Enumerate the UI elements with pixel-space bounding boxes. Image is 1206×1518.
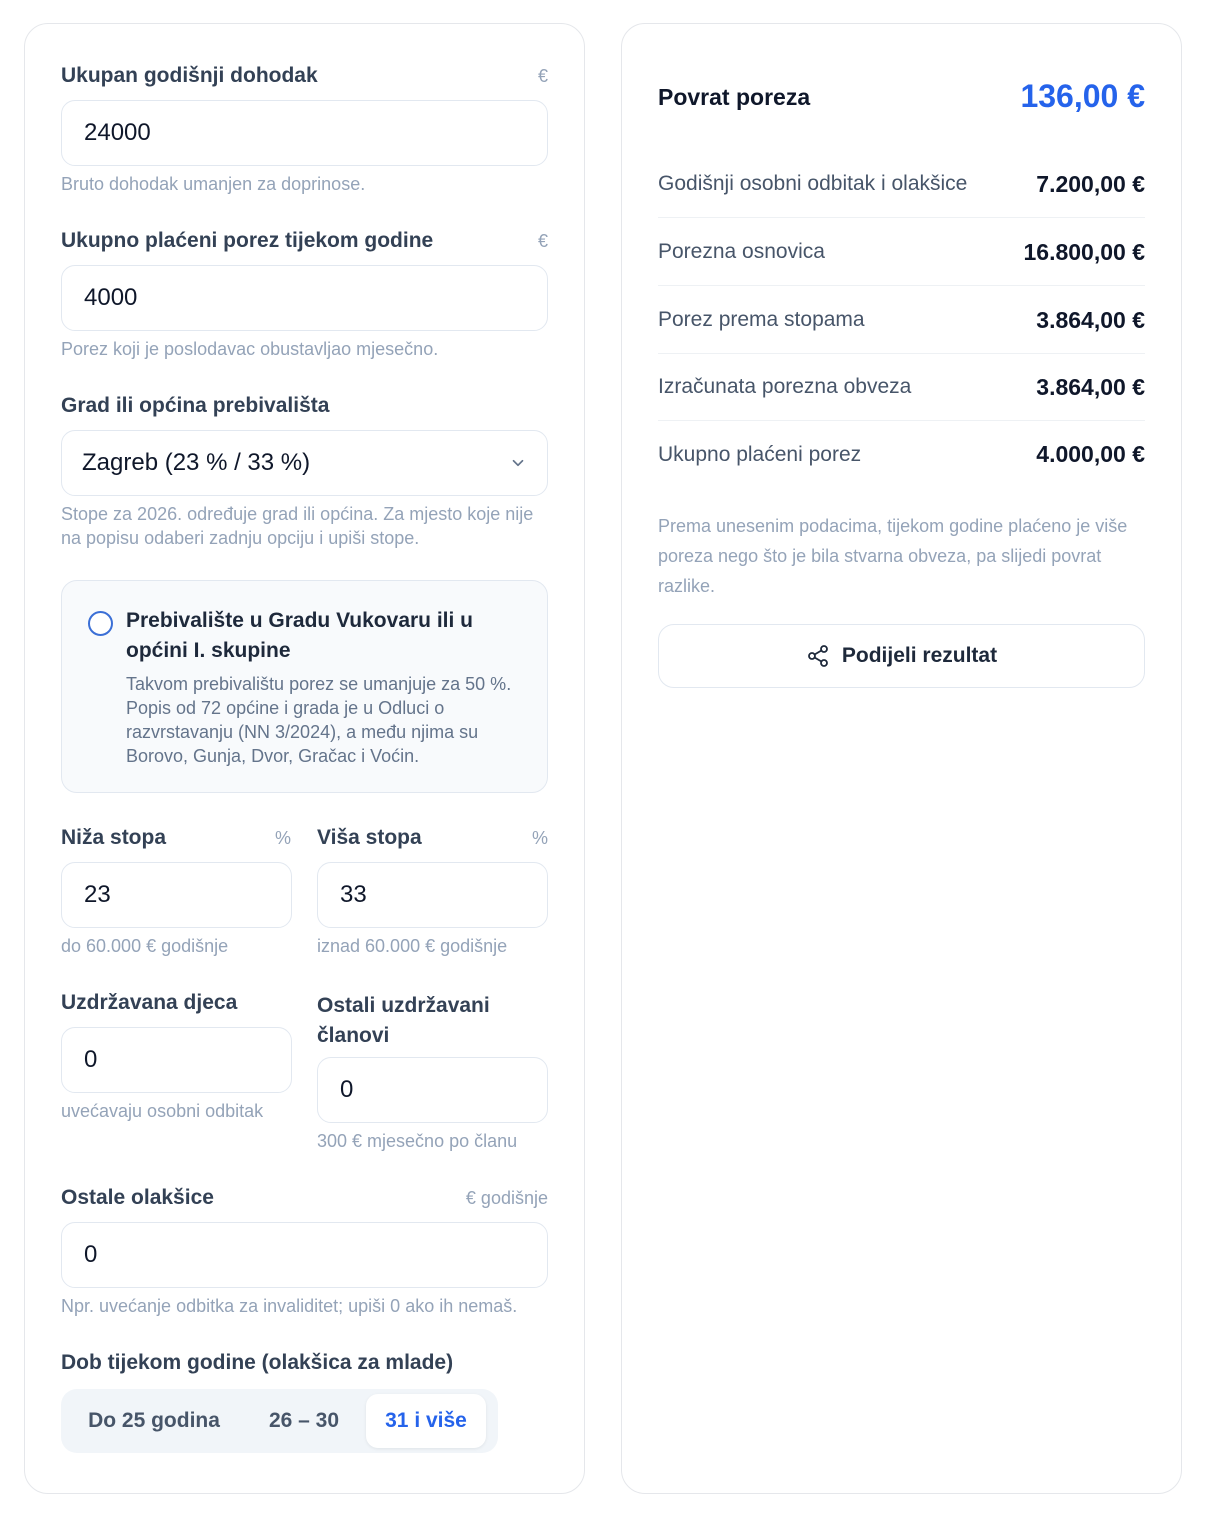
- children-hint: uvećavaju osobni odbitak: [61, 1101, 264, 1121]
- share-result-button[interactable]: [658, 624, 1145, 688]
- paid-tax-unit: €: [537, 231, 548, 251]
- share-icon: [806, 644, 830, 668]
- vukovar-option[interactable]: [61, 580, 548, 793]
- city-selected-value: Zagreb (23 % / 33 %): [82, 449, 311, 476]
- result-row: [658, 219, 1145, 286]
- result-amount: 136,00 €: [1020, 78, 1145, 114]
- result-row-value: 3.864,00 €: [1036, 373, 1145, 400]
- lower-rate-input[interactable]: 23: [61, 862, 292, 928]
- lower-rate-unit: %: [274, 828, 291, 848]
- higher-rate-hint: iznad 60.000 € godišnje: [317, 936, 508, 956]
- result-title: Povrat poreza: [658, 84, 811, 110]
- city-hint: Stope za 2026. određuje grad ili općina. Za mjesto koje nije na popisu odaberi zadnju opciju i upiši stope.: [61, 504, 534, 548]
- age-label: Dob tijekom godine (olakšica za mlade): [61, 1351, 454, 1374]
- result-row: [658, 151, 1145, 218]
- higher-rate-unit: %: [531, 828, 548, 848]
- other-reliefs-unit: € godišnje: [465, 1188, 548, 1208]
- city-select[interactable]: [61, 430, 548, 496]
- result-row-value: 16.800,00 €: [1023, 238, 1145, 265]
- result-card: [621, 23, 1182, 1494]
- city-label: Grad ili općina prebivališta: [61, 394, 330, 417]
- age-segmented-control: [61, 1389, 498, 1453]
- children-input[interactable]: 0: [61, 1027, 292, 1093]
- age-option-under-25[interactable]: Do 25 godina: [88, 1409, 220, 1432]
- income-label: Ukupan godišnji dohodak: [61, 64, 318, 87]
- other-members-hint: 300 € mjesečno po članu: [317, 1131, 518, 1151]
- other-members-label: Ostali uzdržavani članovi: [317, 994, 490, 1047]
- share-result-label: Podijeli rezultat: [841, 644, 998, 667]
- result-row-label: Ukupno plaćeni porez: [658, 442, 862, 466]
- higher-rate-input[interactable]: 33: [317, 862, 548, 928]
- result-row: [658, 354, 1145, 421]
- lower-rate-hint: do 60.000 € godišnje: [61, 936, 229, 956]
- other-members-input[interactable]: 0: [317, 1057, 548, 1123]
- other-reliefs-label: Ostale olakšice: [61, 1186, 214, 1209]
- result-row-label: Godišnji osobni odbitak i olakšice: [658, 172, 968, 195]
- lower-rate-label: Niža stopa: [61, 826, 167, 849]
- income-input[interactable]: 24000: [61, 100, 548, 166]
- result-explanation: Prema unesenim podacima, tijekom godine plaćeno je više poreza nego što je bila stvarna obveza, pa slijedi povrat razlike.: [658, 516, 1128, 596]
- higher-rate-label: Viša stopa: [317, 826, 422, 849]
- result-row-label: Porezna osnovica: [658, 240, 825, 263]
- vukovar-radio[interactable]: [88, 611, 113, 636]
- result-row-value: 7.200,00 €: [1036, 170, 1145, 197]
- calculator-form-card: [24, 23, 585, 1494]
- result-row-value: 4.000,00 €: [1036, 441, 1145, 467]
- result-row: [658, 421, 1145, 488]
- result-row-label: Izračunata porezna obveza: [658, 375, 912, 398]
- vukovar-title: Prebivalište u Gradu Vukovaru ili u općini I. skupine: [126, 609, 473, 662]
- income-unit: €: [537, 66, 548, 86]
- paid-tax-hint: Porez koji je poslodavac obustavljao mjesečno.: [61, 339, 439, 359]
- other-reliefs-hint: Npr. uvećanje odbitka za invaliditet; upiši 0 ako ih nemaš.: [61, 1296, 518, 1316]
- result-row: [658, 287, 1145, 354]
- age-option-26-30[interactable]: 26 – 30: [268, 1409, 340, 1432]
- vukovar-text: Takvom prebivalištu porez se umanjuje za 50 %. Popis od 72 općine i grada je u Odluci o razvrstavanju (NN 3/2024), a među njima su Borovo, Gunja, Dvor, Gračac i Voćin.: [126, 674, 512, 766]
- result-row-value: 3.864,00 €: [1036, 306, 1145, 333]
- result-row-label: Porez prema stopama: [658, 308, 865, 331]
- income-hint: Bruto dohodak umanjen za doprinose.: [61, 174, 366, 194]
- chevron-down-icon: [509, 454, 527, 472]
- paid-tax-label: Ukupno plaćeni porez tijekom godine: [61, 229, 434, 252]
- age-option-31-plus[interactable]: 31 i više: [366, 1394, 486, 1448]
- other-reliefs-input[interactable]: 0: [61, 1222, 548, 1288]
- children-label: Uzdržavana djeca: [61, 991, 238, 1014]
- paid-tax-input[interactable]: 4000: [61, 265, 548, 331]
